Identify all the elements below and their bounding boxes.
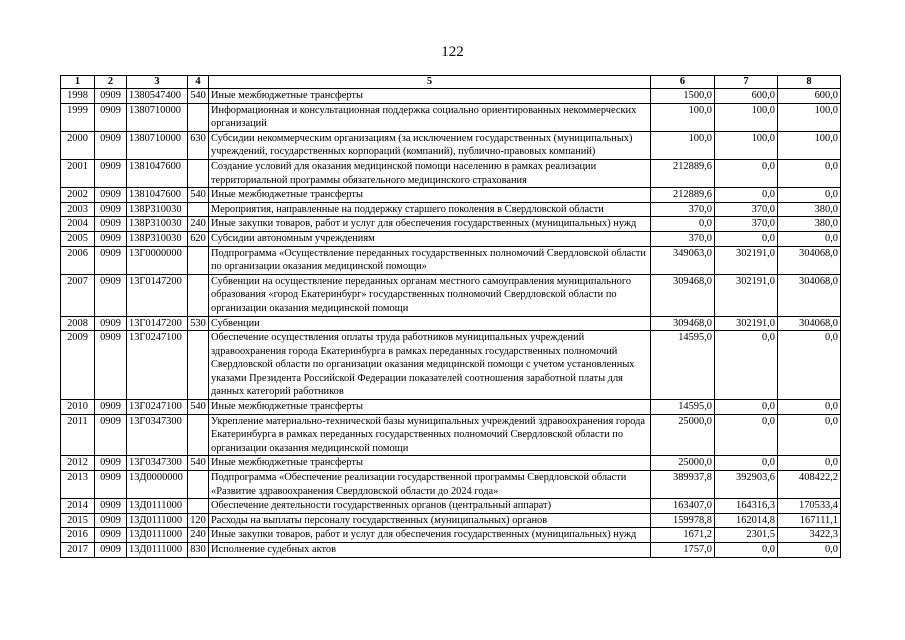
amount-col7-cell: 100,0 [715,131,778,159]
section-code-cell: 0909 [95,246,127,274]
description-cell: Иные закупки товаров, работ и услуг для обеспечения государственных (муниципальных) нужд [209,528,651,543]
description-cell: Исполнение судебных актов [209,543,651,558]
description-cell: Обеспечение осуществления оплаты труда работников муниципальных учреждений здравоохранения города Екатеринбурга в рамках переданных государственных полномочий Свердловской области по организации оказания медицинской помощи с учетом установленных указами Президента Российской Федерации показателей соотношения заработной платы для данных категорий работников [209,331,651,400]
row-number-cell: 1999 [61,103,95,131]
expense-type-cell [188,202,209,217]
target-article-cell: 13Г0247100 [127,400,188,415]
table-row [61,499,841,514]
amount-col8-cell: 3422,3 [778,528,841,543]
row-number-cell: 2010 [61,400,95,415]
description-cell: Расходы на выплаты персоналу государственных (муниципальных) органов [209,513,651,528]
section-code-cell: 0909 [95,202,127,217]
amount-col7-cell: 0,0 [715,188,778,203]
header-cell: 5 [209,76,651,89]
header-cell: 4 [188,76,209,89]
target-article-cell: 13Г0147200 [127,316,188,331]
section-code-cell: 0909 [95,543,127,558]
section-code-cell: 0909 [95,231,127,246]
amount-col8-cell: 380,0 [778,217,841,232]
amount-col8-cell: 167111,1 [778,513,841,528]
amount-col7-cell: 0,0 [715,400,778,415]
amount-col8-cell: 0,0 [778,543,841,558]
amount-col8-cell: 304068,0 [778,246,841,274]
expense-type-cell: 530 [188,316,209,331]
table-row [61,543,841,558]
amount-col6-cell: 1671,2 [651,528,715,543]
amount-col8-cell: 0,0 [778,414,841,456]
table-row [61,131,841,159]
section-code-cell: 0909 [95,89,127,104]
section-code-cell: 0909 [95,513,127,528]
table-row [61,456,841,471]
row-number-cell: 2005 [61,231,95,246]
target-article-cell: 138P310030 [127,202,188,217]
amount-col6-cell: 14595,0 [651,400,715,415]
budget-table [60,75,841,558]
table-row [61,414,841,456]
table-row [61,274,841,316]
amount-col7-cell: 370,0 [715,217,778,232]
expense-type-cell [188,159,209,187]
amount-col6-cell: 163407,0 [651,499,715,514]
table-body [61,89,841,558]
row-number-cell: 2004 [61,217,95,232]
amount-col6-cell: 14595,0 [651,331,715,400]
amount-col6-cell: 349063,0 [651,246,715,274]
amount-col7-cell: 162014,8 [715,513,778,528]
amount-col6-cell: 370,0 [651,231,715,246]
amount-col8-cell: 0,0 [778,188,841,203]
row-number-cell: 2002 [61,188,95,203]
section-code-cell: 0909 [95,414,127,456]
target-article-cell: 13Г0347300 [127,456,188,471]
row-number-cell: 2003 [61,202,95,217]
amount-col6-cell: 309468,0 [651,316,715,331]
expense-type-cell [188,274,209,316]
amount-col8-cell: 380,0 [778,202,841,217]
amount-col7-cell: 370,0 [715,202,778,217]
expense-type-cell [188,246,209,274]
amount-col7-cell: 0,0 [715,456,778,471]
amount-col7-cell: 0,0 [715,159,778,187]
amount-col7-cell: 0,0 [715,543,778,558]
row-number-cell: 2017 [61,543,95,558]
target-article-cell: 13Г0247100 [127,331,188,400]
table-row [61,89,841,104]
section-code-cell: 0909 [95,159,127,187]
table-row [61,188,841,203]
target-article-cell: 13Д0111000 [127,528,188,543]
target-article-cell: 13Г0347300 [127,414,188,456]
description-cell: Укрепление материально-технической базы муниципальных учреждений здравоохранения города Екатеринбурга в рамках переданных государственных полномочий Свердловской области по организации оказания медицинской помощи [209,414,651,456]
expense-type-cell: 240 [188,217,209,232]
target-article-cell: 1380710000 [127,131,188,159]
amount-col8-cell: 304068,0 [778,316,841,331]
expense-type-cell: 630 [188,131,209,159]
expense-type-cell: 540 [188,89,209,104]
target-article-cell: 1380547400 [127,89,188,104]
amount-col8-cell: 170533,4 [778,499,841,514]
section-code-cell: 0909 [95,400,127,415]
row-number-cell: 2008 [61,316,95,331]
row-number-cell: 2015 [61,513,95,528]
header-cell: 6 [651,76,715,89]
expense-type-cell [188,414,209,456]
target-article-cell: 1381047600 [127,188,188,203]
section-code-cell: 0909 [95,131,127,159]
row-number-cell: 2006 [61,246,95,274]
expense-type-cell [188,499,209,514]
table-row [61,202,841,217]
description-cell: Иные межбюджетные трансферты [209,89,651,104]
amount-col8-cell: 408422,2 [778,471,841,499]
description-cell: Субвенции на осуществление переданных органам местного самоуправления муниципального образования «город Екатеринбург» государственных полномочий Свердловской области по организации оказания медицинской помощи [209,274,651,316]
amount-col6-cell: 370,0 [651,202,715,217]
expense-type-cell: 540 [188,188,209,203]
amount-col7-cell: 0,0 [715,231,778,246]
target-article-cell: 13Д0000000 [127,471,188,499]
expense-type-cell [188,103,209,131]
header-cell: 2 [95,76,127,89]
amount-col7-cell: 600,0 [715,89,778,104]
section-code-cell: 0909 [95,103,127,131]
expense-type-cell: 120 [188,513,209,528]
target-article-cell: 13Д0111000 [127,513,188,528]
expense-type-cell: 540 [188,456,209,471]
expense-type-cell: 620 [188,231,209,246]
page-number: 122 [441,44,464,60]
amount-col6-cell: 25000,0 [651,414,715,456]
amount-col6-cell: 1500,0 [651,89,715,104]
amount-col7-cell: 302191,0 [715,274,778,316]
section-code-cell: 0909 [95,528,127,543]
amount-col6-cell: 100,0 [651,103,715,131]
target-article-cell: 1381047600 [127,159,188,187]
amount-col8-cell: 600,0 [778,89,841,104]
target-article-cell: 13Г0000000 [127,246,188,274]
row-number-cell: 2001 [61,159,95,187]
amount-col6-cell: 25000,0 [651,456,715,471]
row-number-cell: 2009 [61,331,95,400]
section-code-cell: 0909 [95,456,127,471]
amount-col8-cell: 0,0 [778,400,841,415]
header-cell: 1 [61,76,95,89]
description-cell: Субсидии автономным учреждениям [209,231,651,246]
table-row [61,231,841,246]
amount-col8-cell: 0,0 [778,456,841,471]
amount-col7-cell: 2301,5 [715,528,778,543]
amount-col7-cell: 0,0 [715,331,778,400]
table-row [61,471,841,499]
description-cell: Иные межбюджетные трансферты [209,188,651,203]
target-article-cell: 13Д0111000 [127,499,188,514]
amount-col7-cell: 392903,6 [715,471,778,499]
amount-col7-cell: 164316,3 [715,499,778,514]
amount-col8-cell: 0,0 [778,331,841,400]
header-cell: 3 [127,76,188,89]
description-cell: Иные закупки товаров, работ и услуг для обеспечения государственных (муниципальных) нужд [209,217,651,232]
amount-col6-cell: 1757,0 [651,543,715,558]
description-cell: Создание условий для оказания медицинской помощи населению в рамках реализации территориальной программы обязательного медицинского страхования [209,159,651,187]
amount-col7-cell: 0,0 [715,414,778,456]
header-row [61,76,841,89]
row-number-cell: 2016 [61,528,95,543]
expense-type-cell: 540 [188,400,209,415]
table-row [61,103,841,131]
row-number-cell: 1998 [61,89,95,104]
description-cell: Субвенции [209,316,651,331]
amount-col6-cell: 389937,8 [651,471,715,499]
table-row [61,513,841,528]
table-row [61,331,841,400]
amount-col7-cell: 302191,0 [715,246,778,274]
row-number-cell: 2012 [61,456,95,471]
amount-col8-cell: 0,0 [778,231,841,246]
section-code-cell: 0909 [95,331,127,400]
amount-col6-cell: 309468,0 [651,274,715,316]
amount-col7-cell: 100,0 [715,103,778,131]
table-row [61,217,841,232]
amount-col6-cell: 100,0 [651,131,715,159]
expense-type-cell [188,471,209,499]
amount-col6-cell: 159978,8 [651,513,715,528]
description-cell: Мероприятия, направленные на поддержку старшего поколения в Свердловской области [209,202,651,217]
header-cell: 7 [715,76,778,89]
amount-col8-cell: 100,0 [778,131,841,159]
table-row [61,159,841,187]
table-row [61,316,841,331]
target-article-cell: 138P310030 [127,231,188,246]
expense-type-cell: 830 [188,543,209,558]
target-article-cell: 13Д0111000 [127,543,188,558]
description-cell: Подпрограмма «Осуществление переданных государственных полномочий Свердловской области по организации оказания медицинской помощи» [209,246,651,274]
amount-col8-cell: 100,0 [778,103,841,131]
section-code-cell: 0909 [95,499,127,514]
amount-col6-cell: 212889,6 [651,159,715,187]
row-number-cell: 2014 [61,499,95,514]
section-code-cell: 0909 [95,274,127,316]
table-row [61,400,841,415]
target-article-cell: 138P310030 [127,217,188,232]
expense-type-cell: 240 [188,528,209,543]
description-cell: Иные межбюджетные трансферты [209,400,651,415]
target-article-cell: 13Г0147200 [127,274,188,316]
description-cell: Иные межбюджетные трансферты [209,456,651,471]
section-code-cell: 0909 [95,217,127,232]
expense-type-cell [188,331,209,400]
description-cell: Подпрограмма «Обеспечение реализации государственной программы Свердловской области «Развитие здравоохранения Свердловской области до 2024 года» [209,471,651,499]
amount-col7-cell: 302191,0 [715,316,778,331]
row-number-cell: 2013 [61,471,95,499]
table-row [61,528,841,543]
row-number-cell: 2007 [61,274,95,316]
row-number-cell: 2000 [61,131,95,159]
section-code-cell: 0909 [95,188,127,203]
section-code-cell: 0909 [95,316,127,331]
section-code-cell: 0909 [95,471,127,499]
target-article-cell: 1380710000 [127,103,188,131]
description-cell: Субсидии некоммерческим организациям (за исключением государственных (муниципальных) учреждений, государственных корпораций (компаний), публично-правовых компаний) [209,131,651,159]
header-cell: 8 [778,76,841,89]
table-row [61,246,841,274]
description-cell: Информационная и консультационная поддержка социально ориентированных некоммерческих организаций [209,103,651,131]
row-number-cell: 2011 [61,414,95,456]
amount-col6-cell: 0,0 [651,217,715,232]
amount-col8-cell: 304068,0 [778,274,841,316]
description-cell: Обеспечение деятельности государственных органов (центральный аппарат) [209,499,651,514]
amount-col8-cell: 0,0 [778,159,841,187]
amount-col6-cell: 212889,6 [651,188,715,203]
